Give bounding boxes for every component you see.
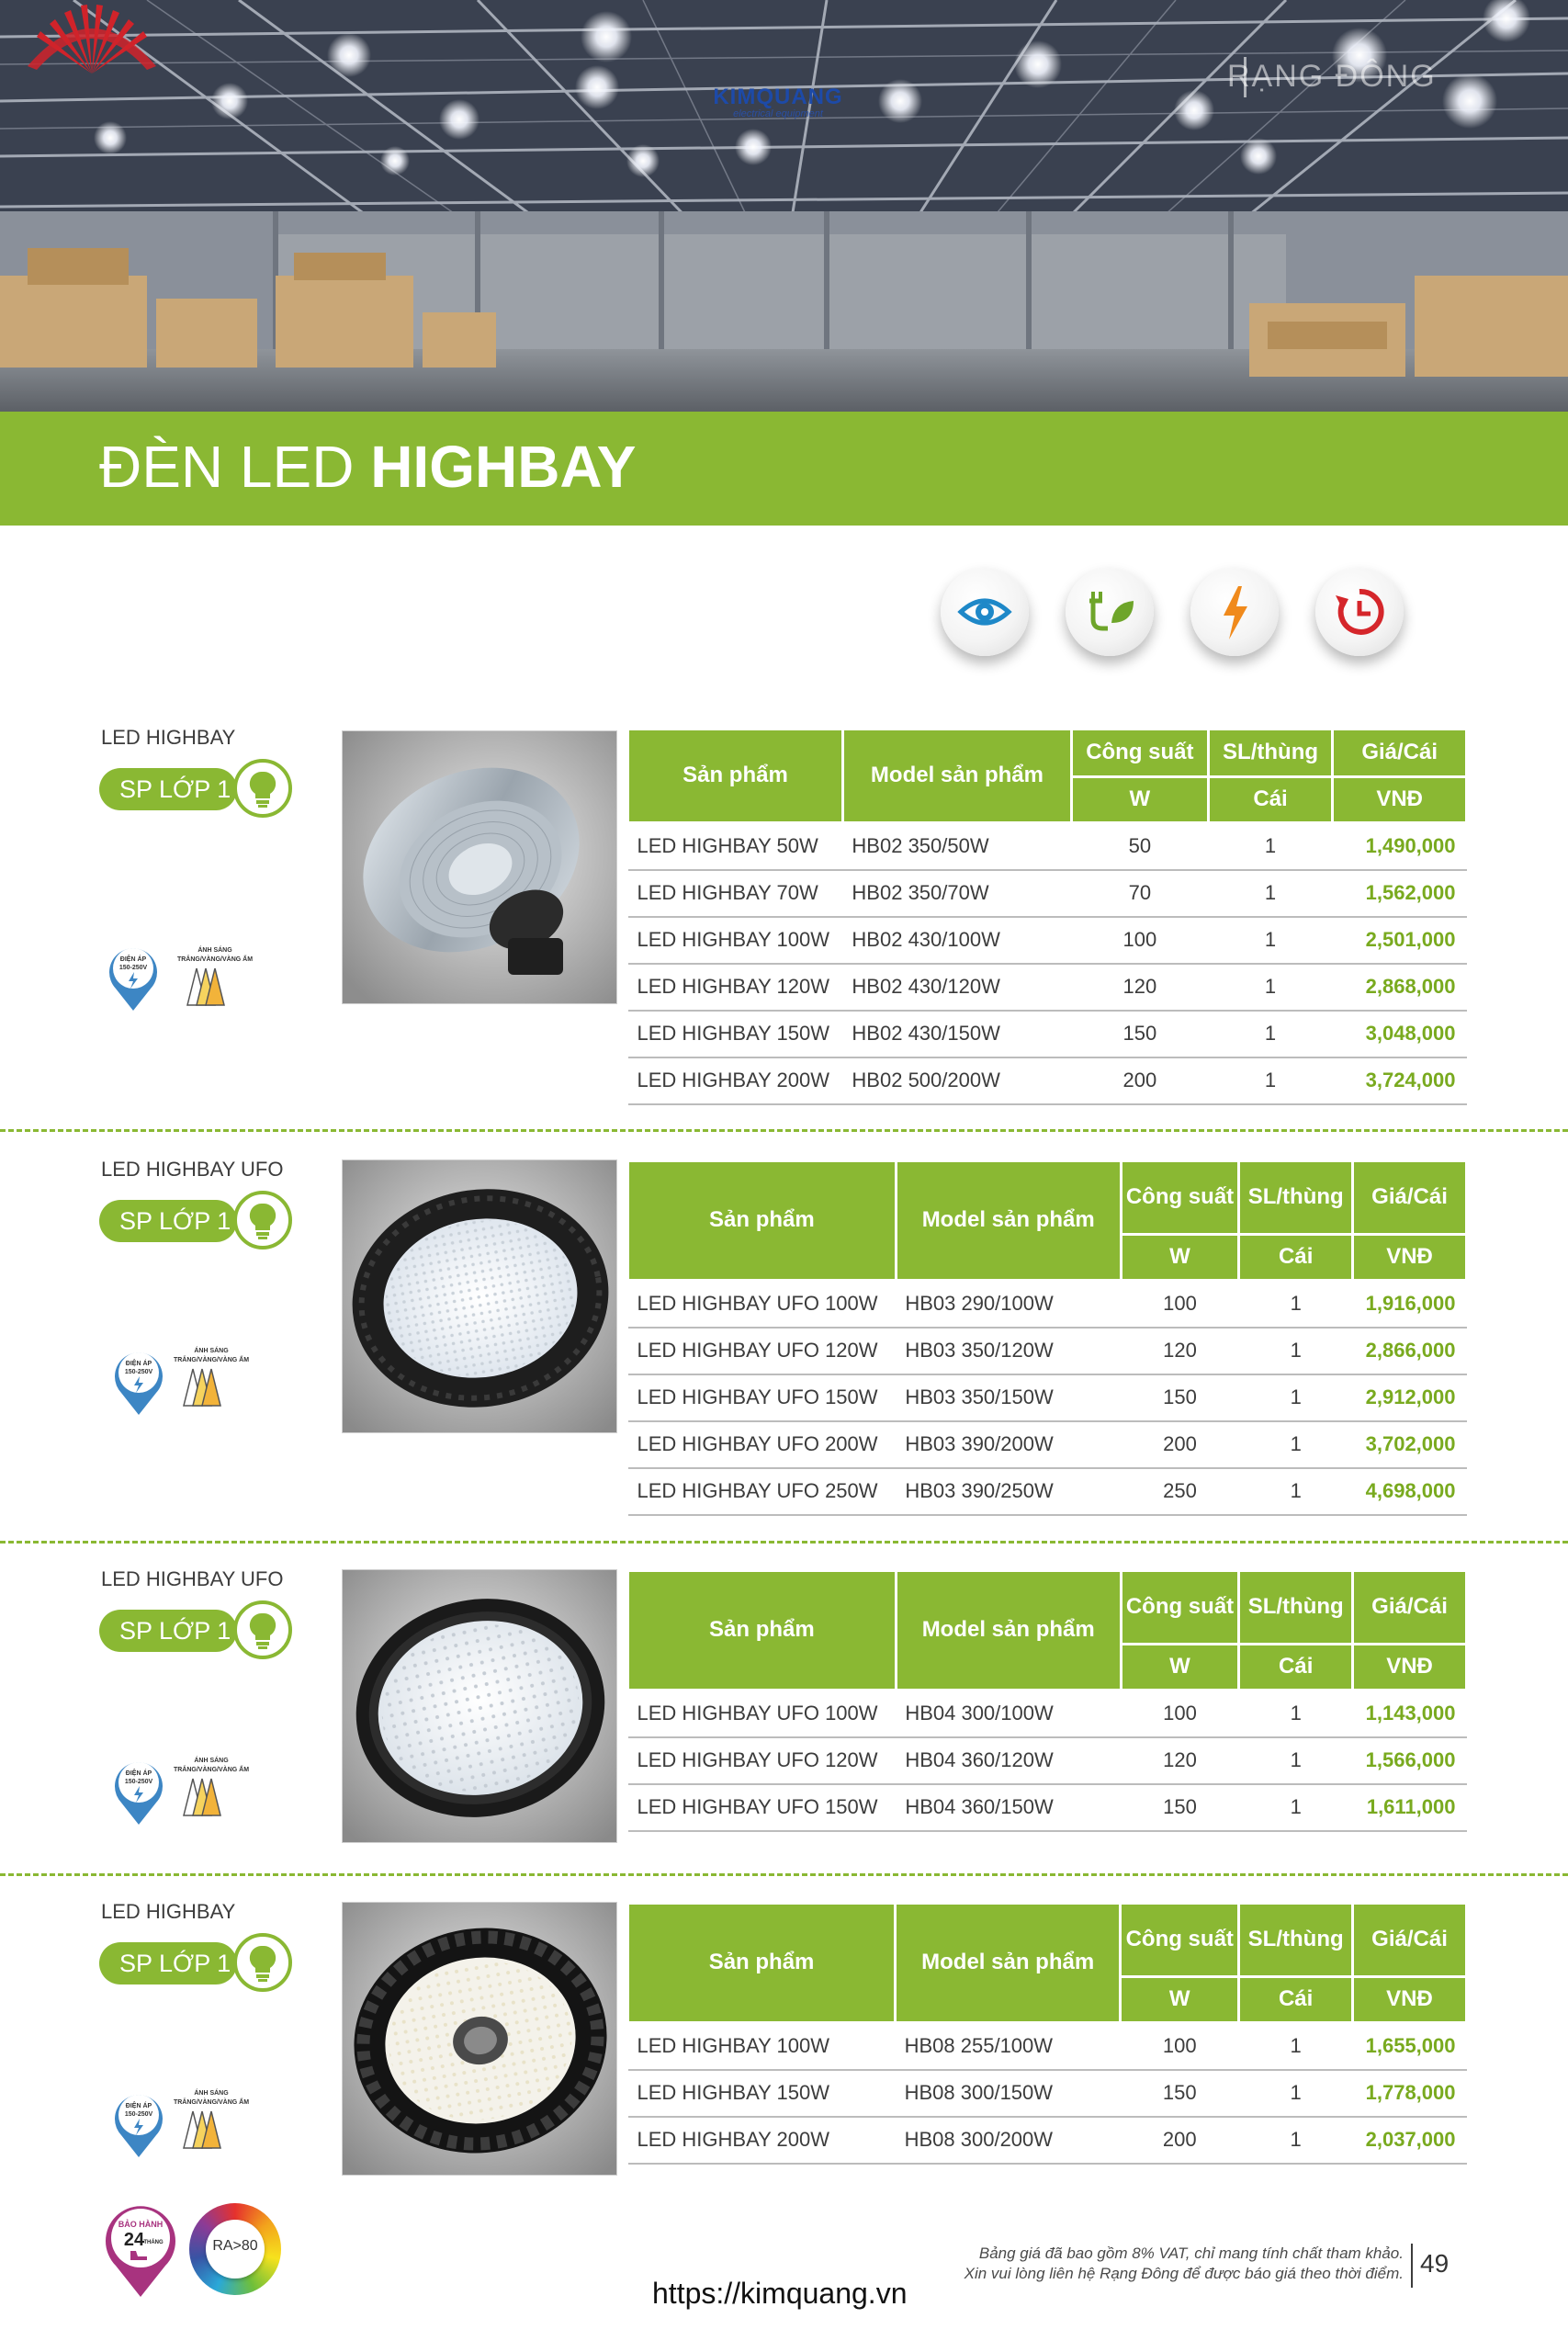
cell-model: HB02 430/150W <box>842 1011 1071 1057</box>
header-price-unit: VNĐ <box>1353 1235 1467 1281</box>
cell-power: 200 <box>1071 1057 1208 1104</box>
cell-price: 1,490,000 <box>1333 823 1467 870</box>
cell-qty: 1 <box>1208 823 1333 870</box>
cell-model: HB04 300/100W <box>896 1690 1121 1737</box>
bulb-icon <box>233 1191 292 1250</box>
cell-power: 50 <box>1071 823 1208 870</box>
brand-name: KIMQUANG <box>713 85 843 109</box>
header-qty-unit: Cái <box>1239 1235 1353 1281</box>
footer-note-line2: Xin vui lòng liên hệ Rạng Đông để được báo giá theo thời điểm. <box>964 2265 1404 2283</box>
lightning-icon <box>1190 568 1279 656</box>
cell-power: 150 <box>1121 2070 1239 2117</box>
cell-product: LED HIGHBAY 100W <box>628 917 843 964</box>
light-label: ÁNH SÁNG <box>194 2090 229 2097</box>
header-power-unit: W <box>1121 1235 1239 1281</box>
cell-product: LED HIGHBAY 200W <box>628 1057 843 1104</box>
cell-model: HB03 290/100W <box>896 1281 1121 1328</box>
cell-model: HB08 300/200W <box>896 2117 1121 2164</box>
table-row <box>628 1374 1467 1421</box>
cell-qty: 1 <box>1239 1784 1353 1831</box>
cell-price: 1,916,000 <box>1353 1281 1467 1328</box>
cell-product: LED HIGHBAY UFO 120W <box>628 1737 897 1784</box>
header-qty-unit: Cái <box>1208 777 1333 823</box>
cell-model: HB03 350/120W <box>896 1328 1121 1374</box>
product-photo-hb03 <box>342 1159 617 1433</box>
cell-qty: 1 <box>1239 1468 1353 1515</box>
cell-model: HB02 350/70W <box>842 870 1071 917</box>
cell-price: 2,866,000 <box>1353 1328 1467 1374</box>
header-model: Model sản phẩm <box>896 1571 1121 1690</box>
cell-model: HB02 350/50W <box>842 823 1071 870</box>
eye-icon <box>941 568 1029 656</box>
warranty-unit: THÁNG <box>143 2240 164 2245</box>
category-label: LED HIGHBAY <box>101 726 236 749</box>
voltage-range: 150-250V <box>124 2111 153 2118</box>
cell-price: 1,611,000 <box>1353 1784 1467 1831</box>
light-color-badge <box>165 1341 257 1413</box>
header-product: Sản phẩm <box>628 1161 897 1281</box>
header-price-unit: VNĐ <box>1353 1645 1467 1690</box>
table-row <box>628 2023 1467 2070</box>
header-qty: SL/thùng <box>1239 1571 1353 1645</box>
header-price: Giá/Cái <box>1353 1161 1467 1235</box>
cell-price: 1,655,000 <box>1353 2023 1467 2070</box>
table-row <box>628 823 1467 870</box>
page-title <box>99 434 637 500</box>
page-title-bold: HIGHBAY <box>370 434 637 500</box>
table-row <box>628 870 1467 917</box>
cell-qty: 1 <box>1239 1328 1353 1374</box>
header-power-unit: W <box>1121 1977 1239 2023</box>
voltage-label: ĐIỆN ÁP <box>125 2103 152 2109</box>
cell-product: LED HIGHBAY UFO 120W <box>628 1328 897 1374</box>
voltage-label: ĐIỆN ÁP <box>119 956 147 963</box>
light-color-badge <box>165 1751 257 1823</box>
cell-product: LED HIGHBAY 100W <box>628 2023 896 2070</box>
light-label: ÁNH SÁNG <box>197 947 232 954</box>
website-url: https://kimquang.vn <box>652 2277 908 2310</box>
light-label: ÁNH SÁNG <box>194 1348 229 1354</box>
cell-qty: 1 <box>1208 1057 1333 1104</box>
header-power: Công suất <box>1121 1161 1239 1235</box>
table-row <box>628 2117 1467 2164</box>
section-divider <box>0 1873 1568 1876</box>
cell-power: 120 <box>1071 964 1208 1011</box>
cell-model: HB02 430/120W <box>842 964 1071 1011</box>
price-table <box>626 1159 1468 1516</box>
table-row <box>628 1281 1467 1328</box>
light-label: ÁNH SÁNG <box>194 1758 229 1764</box>
header-price: Giá/Cái <box>1333 729 1467 777</box>
header-product: Sản phẩm <box>628 1571 897 1690</box>
header-power-unit: W <box>1071 777 1208 823</box>
cell-power: 120 <box>1121 1737 1239 1784</box>
table-row <box>628 1011 1467 1057</box>
cell-qty: 1 <box>1239 2117 1353 2164</box>
header-price: Giá/Cái <box>1353 1571 1467 1645</box>
header-price: Giá/Cái <box>1353 1904 1467 1977</box>
cell-price: 3,702,000 <box>1353 1421 1467 1468</box>
light-colors: TRẮNG/VÀNG/VÀNG ẤM <box>176 956 254 963</box>
cell-price: 2,868,000 <box>1333 964 1467 1011</box>
table-row <box>628 917 1467 964</box>
cell-power: 100 <box>1121 1281 1239 1328</box>
table-row <box>628 964 1467 1011</box>
table-row <box>628 1328 1467 1374</box>
cell-power: 120 <box>1121 1328 1239 1374</box>
cell-qty: 1 <box>1208 1011 1333 1057</box>
bulb-icon <box>233 1600 292 1659</box>
cell-model: HB04 360/150W <box>896 1784 1121 1831</box>
cell-product: LED HIGHBAY UFO 100W <box>628 1281 897 1328</box>
cell-model: HB02 430/100W <box>842 917 1071 964</box>
voltage-badge <box>110 1755 167 1826</box>
light-colors: TRẮNG/VÀNG/VÀNG ẤM <box>173 1357 250 1363</box>
cell-price: 3,048,000 <box>1333 1011 1467 1057</box>
cell-price: 1,143,000 <box>1353 1690 1467 1737</box>
table-row <box>628 1057 1467 1104</box>
cell-power: 100 <box>1071 917 1208 964</box>
cell-qty: 1 <box>1208 964 1333 1011</box>
corner-logo: RẠNG ĐÔNG <box>1227 59 1437 94</box>
table-row <box>628 1690 1467 1737</box>
header-model: Model sản phẩm <box>842 729 1071 823</box>
cell-product: LED HIGHBAY 120W <box>628 964 843 1011</box>
cell-power: 70 <box>1071 870 1208 917</box>
voltage-range: 150-250V <box>124 1779 153 1785</box>
cell-product: LED HIGHBAY UFO 150W <box>628 1784 897 1831</box>
header-power-unit: W <box>1121 1645 1239 1690</box>
page-number-divider <box>1411 2244 1413 2288</box>
section-divider <box>0 1541 1568 1544</box>
cell-qty: 1 <box>1208 917 1333 964</box>
cell-product: LED HIGHBAY 200W <box>628 2117 896 2164</box>
section-divider <box>0 1129 1568 1132</box>
warranty-months: 24 <box>123 2230 145 2250</box>
class-badge: SP LỚP 1 <box>99 1610 237 1652</box>
table-row <box>628 1784 1467 1831</box>
voltage-badge <box>110 1345 167 1417</box>
cell-product: LED HIGHBAY UFO 150W <box>628 1374 897 1421</box>
voltage-label: ĐIỆN ÁP <box>125 1361 152 1367</box>
cell-price: 2,912,000 <box>1353 1374 1467 1421</box>
cell-power: 150 <box>1121 1784 1239 1831</box>
header-power: Công suất <box>1121 1571 1239 1645</box>
cell-price: 4,698,000 <box>1353 1468 1467 1515</box>
header-product: Sản phẩm <box>628 729 843 823</box>
cell-model: HB04 360/120W <box>896 1737 1121 1784</box>
cell-product: LED HIGHBAY 150W <box>628 2070 896 2117</box>
header-price-unit: VNĐ <box>1333 777 1467 823</box>
cell-power: 100 <box>1121 1690 1239 1737</box>
cell-qty: 1 <box>1239 1421 1353 1468</box>
cell-model: HB03 350/150W <box>896 1374 1121 1421</box>
kimquang-logo <box>0 0 184 110</box>
price-table <box>626 728 1468 1105</box>
voltage-badge <box>105 941 162 1012</box>
header-qty-unit: Cái <box>1239 1977 1353 2023</box>
voltage-label: ĐIỆN ÁP <box>125 1770 152 1777</box>
ra-value: RA>80 <box>212 2238 258 2254</box>
page-number: 49 <box>1420 2249 1450 2278</box>
category-label: LED HIGHBAY UFO <box>101 1158 284 1181</box>
light-color-badge <box>165 2084 257 2155</box>
cell-price: 1,562,000 <box>1333 870 1467 917</box>
table-row <box>628 1421 1467 1468</box>
cell-qty: 1 <box>1239 2070 1353 2117</box>
class-badge: SP LỚP 1 <box>99 1942 237 1984</box>
title-band <box>0 412 1568 526</box>
warranty-label: BẢO HÀNH <box>118 2220 164 2229</box>
cell-model: HB02 500/200W <box>842 1057 1071 1104</box>
cell-qty: 1 <box>1239 2023 1353 2070</box>
product-photo-hb08 <box>342 1902 617 2176</box>
light-color-badge <box>169 941 261 1012</box>
cell-product: LED HIGHBAY UFO 200W <box>628 1421 897 1468</box>
bulb-icon <box>233 759 292 818</box>
voltage-range: 150-250V <box>124 1369 153 1375</box>
cell-qty: 1 <box>1208 870 1333 917</box>
price-table <box>626 1902 1468 2165</box>
table-row <box>628 1468 1467 1515</box>
brand-tagline: electrical equipment <box>733 108 823 119</box>
cell-product: LED HIGHBAY UFO 250W <box>628 1468 897 1515</box>
price-table <box>626 1569 1468 1832</box>
cell-qty: 1 <box>1239 1281 1353 1328</box>
cell-product: LED HIGHBAY 150W <box>628 1011 843 1057</box>
header-model: Model sản phẩm <box>896 1904 1121 2023</box>
header-power: Công suất <box>1121 1904 1239 1977</box>
cell-price: 1,778,000 <box>1353 2070 1467 2117</box>
voltage-range: 150-250V <box>118 965 148 971</box>
class-badge: SP LỚP 1 <box>99 768 237 810</box>
timer-icon <box>1315 568 1404 656</box>
light-colors: TRẮNG/VÀNG/VÀNG ẤM <box>173 2099 250 2106</box>
cell-product: LED HIGHBAY UFO 100W <box>628 1690 897 1737</box>
warranty-badge <box>103 2199 178 2299</box>
table-row <box>628 1737 1467 1784</box>
cell-price: 2,501,000 <box>1333 917 1467 964</box>
cell-model: HB03 390/250W <box>896 1468 1121 1515</box>
header-qty: SL/thùng <box>1239 1161 1353 1235</box>
cell-qty: 1 <box>1239 1690 1353 1737</box>
header-product: Sản phẩm <box>628 1904 896 2023</box>
light-colors: TRẮNG/VÀNG/VÀNG ẤM <box>173 1767 250 1773</box>
product-photo-hb02 <box>342 730 617 1004</box>
cell-product: LED HIGHBAY 50W <box>628 823 843 870</box>
cell-model: HB08 300/150W <box>896 2070 1121 2117</box>
cell-power: 150 <box>1121 1374 1239 1421</box>
page-title-prefix: ĐÈN LED <box>99 434 355 500</box>
cell-power: 150 <box>1071 1011 1208 1057</box>
cell-power: 250 <box>1121 1468 1239 1515</box>
cell-model: HB03 390/200W <box>896 1421 1121 1468</box>
header-qty: SL/thùng <box>1239 1904 1353 1977</box>
header-price-unit: VNĐ <box>1353 1977 1467 2023</box>
cell-power: 200 <box>1121 1421 1239 1468</box>
eco-plug-icon <box>1066 568 1154 656</box>
cell-price: 2,037,000 <box>1353 2117 1467 2164</box>
cell-power: 100 <box>1121 2023 1239 2070</box>
table-row <box>628 2070 1467 2117</box>
class-badge: SP LỚP 1 <box>99 1200 237 1242</box>
header-qty-unit: Cái <box>1239 1645 1353 1690</box>
hero-banner <box>0 0 1568 412</box>
cell-price: 1,566,000 <box>1353 1737 1467 1784</box>
product-photo-hb04 <box>342 1569 617 1843</box>
cell-price: 3,724,000 <box>1333 1057 1467 1104</box>
header-model: Model sản phẩm <box>896 1161 1121 1281</box>
footer-note <box>827 2244 1404 2285</box>
ra-badge <box>189 2203 281 2295</box>
cell-qty: 1 <box>1239 1737 1353 1784</box>
category-label: LED HIGHBAY <box>101 1900 236 1923</box>
bulb-icon <box>233 1933 292 1992</box>
voltage-badge <box>110 2087 167 2159</box>
header-power: Công suất <box>1071 729 1208 777</box>
cell-qty: 1 <box>1239 1374 1353 1421</box>
cell-product: LED HIGHBAY 70W <box>628 870 843 917</box>
header-qty: SL/thùng <box>1208 729 1333 777</box>
cell-power: 200 <box>1121 2117 1239 2164</box>
cell-model: HB08 255/100W <box>896 2023 1121 2070</box>
footer-note-line1: Bảng giá đã bao gồm 8% VAT, chỉ mang tính chất tham khảo. <box>978 2245 1404 2262</box>
category-label: LED HIGHBAY UFO <box>101 1567 284 1590</box>
